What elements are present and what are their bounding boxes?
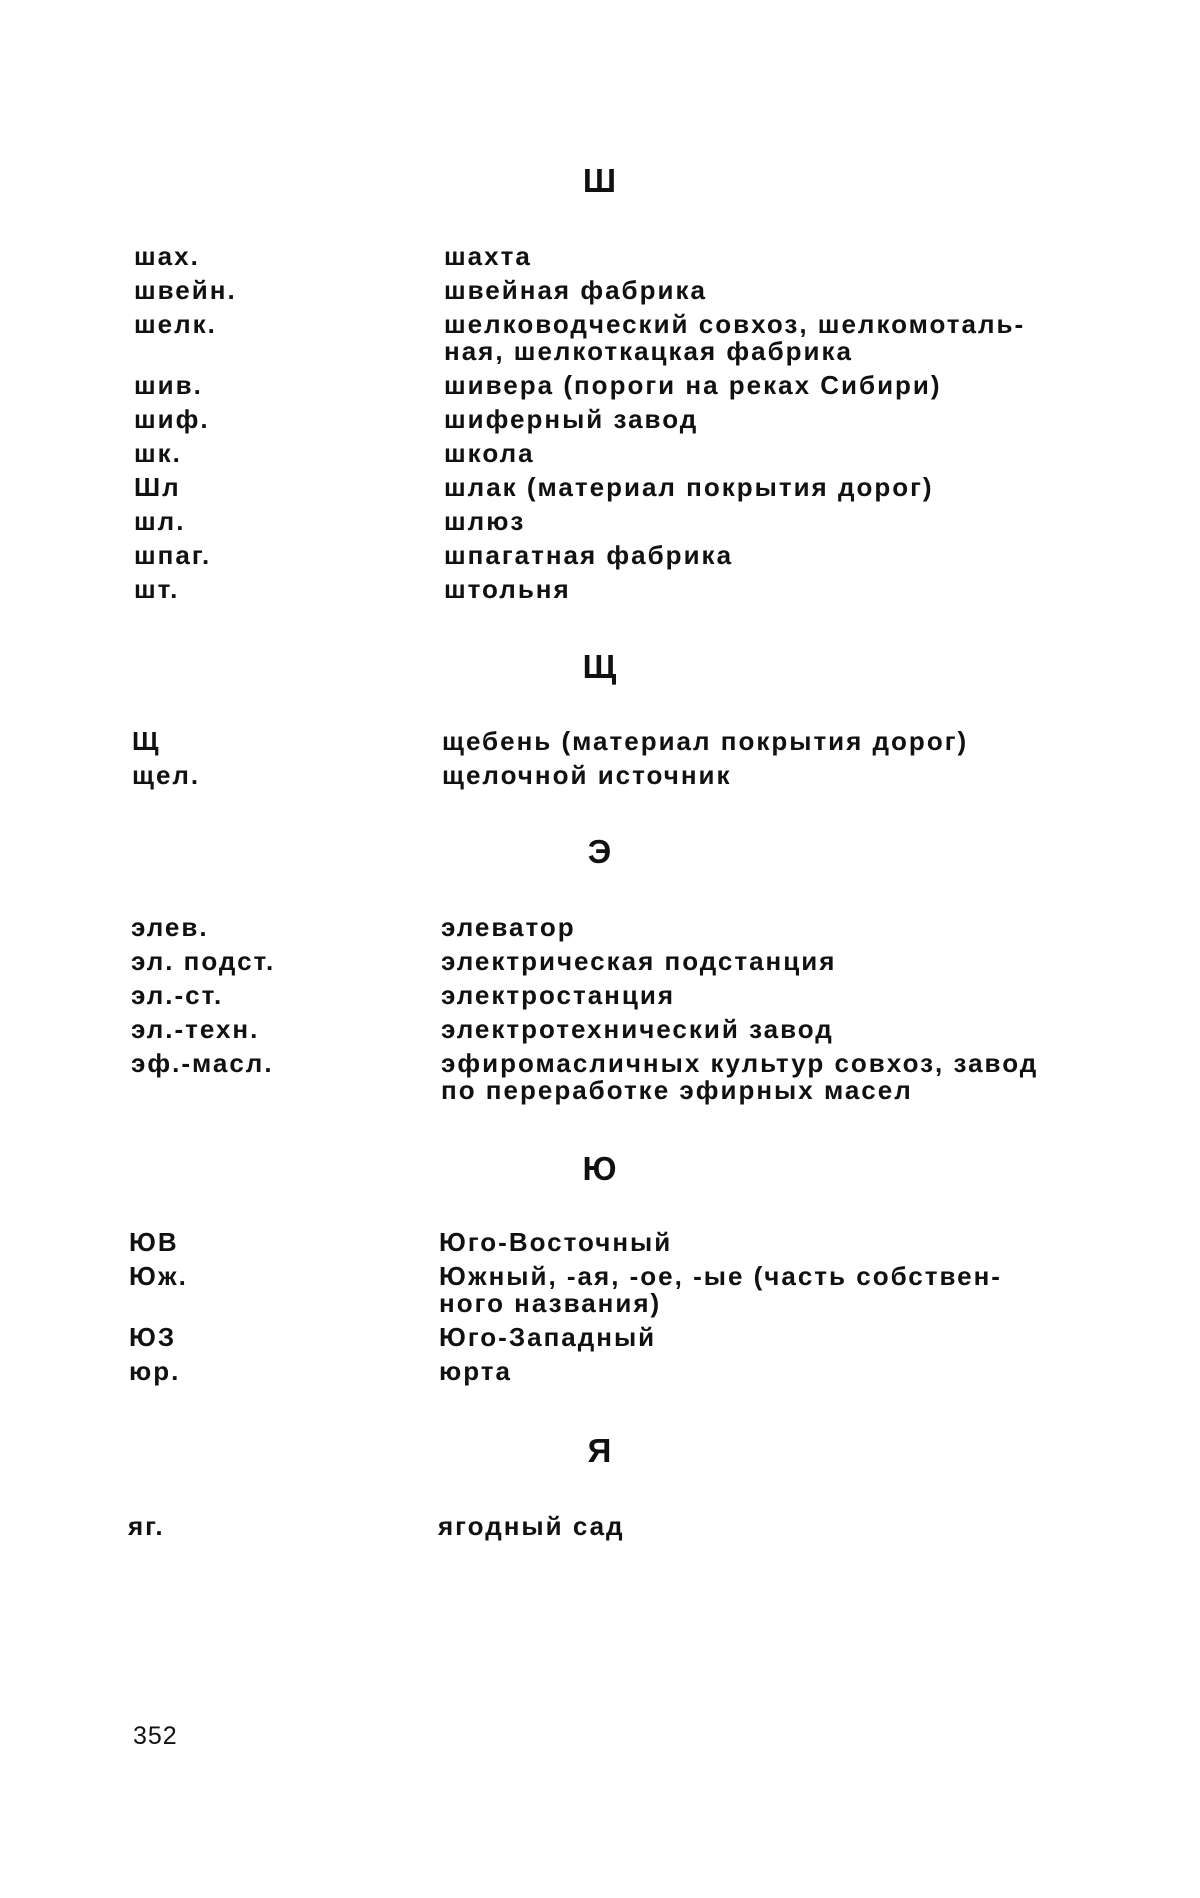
entry-abbreviation: эл.-техн. xyxy=(131,1014,260,1044)
entry-row xyxy=(129,1324,1200,1351)
entry-row xyxy=(128,1513,1200,1540)
section-entries-yu xyxy=(129,1229,1200,1392)
page-number: 352 xyxy=(133,1722,178,1750)
entry-abbreviation: шив. xyxy=(134,370,203,400)
entry-row xyxy=(132,762,1200,789)
entry-row xyxy=(129,1229,1200,1256)
entry-abbreviation: шиф. xyxy=(134,404,210,434)
entry-row xyxy=(134,508,1200,535)
entry-row xyxy=(134,542,1200,569)
entry-row xyxy=(131,1050,1200,1104)
entry-meaning: щебень (материал покрытия дорог) xyxy=(442,726,969,756)
entry-row xyxy=(131,948,1200,975)
entry-row xyxy=(134,277,1200,304)
entry-meaning: шлюз xyxy=(444,506,526,536)
entry-abbreviation: эл.-ст. xyxy=(131,980,224,1010)
entry-abbreviation: элев. xyxy=(131,912,209,942)
entry-meaning: шивера (пороги на реках Сибири) xyxy=(444,370,942,400)
entry-meaning: Южный, -ая, -ое, -ые (часть собствен- ного названия) xyxy=(439,1261,1002,1318)
entry-row xyxy=(134,474,1200,501)
entry-row xyxy=(134,311,1200,365)
entry-abbreviation: яг. xyxy=(128,1511,165,1541)
section-letter-yu: Ю xyxy=(582,1150,618,1187)
entry-abbreviation: ЮЗ xyxy=(129,1322,177,1352)
entry-row xyxy=(131,1016,1200,1043)
entry-abbreviation: юр. xyxy=(129,1356,181,1386)
entry-meaning: щелочной источник xyxy=(442,760,732,790)
section-entries-sh xyxy=(134,243,1200,610)
entry-meaning: шиферный завод xyxy=(444,404,699,434)
entry-meaning: электростанция xyxy=(441,980,676,1010)
entry-abbreviation: Юж. xyxy=(129,1261,188,1291)
entry-row xyxy=(131,982,1200,1009)
entry-meaning: швейная фабрика xyxy=(444,275,707,305)
entry-meaning: электротехнический завод xyxy=(441,1014,834,1044)
entry-abbreviation: эл. подст. xyxy=(131,946,276,976)
entry-meaning: электрическая подстанция xyxy=(441,946,837,976)
entry-abbreviation: Щ xyxy=(132,726,161,756)
entry-abbreviation: швейн. xyxy=(134,275,237,305)
entry-abbreviation: ЮВ xyxy=(129,1227,179,1257)
entry-row xyxy=(132,728,1200,755)
entry-abbreviation: шах. xyxy=(134,241,200,271)
entry-meaning: Юго-Западный xyxy=(439,1322,657,1352)
section-letter-shch: Щ xyxy=(582,648,618,685)
entry-meaning: шлак (материал покрытия дорог) xyxy=(444,472,934,502)
entry-abbreviation: эф.-масл. xyxy=(131,1048,274,1078)
entry-row xyxy=(131,914,1200,941)
entry-row xyxy=(134,243,1200,270)
entry-abbreviation: шк. xyxy=(134,438,182,468)
entry-meaning: Юго-Восточный xyxy=(439,1227,673,1257)
entry-meaning: шахта xyxy=(444,241,532,271)
entry-abbreviation: щел. xyxy=(132,760,201,790)
entry-meaning: шелководческий совхоз, шелкомоталь- ная, шелкоткацкая фабрика xyxy=(444,309,1026,366)
entry-meaning: школа xyxy=(444,438,535,468)
entry-meaning: штольня xyxy=(444,574,571,604)
entry-abbreviation: шл. xyxy=(134,506,186,536)
entry-row xyxy=(129,1358,1200,1385)
section-entries-shch xyxy=(132,728,1200,796)
entry-abbreviation: шт. xyxy=(134,574,180,604)
entry-row xyxy=(134,372,1200,399)
entry-row xyxy=(134,576,1200,603)
entry-meaning: элеватор xyxy=(441,912,576,942)
entry-abbreviation: шелк. xyxy=(134,309,217,339)
section-letter-sh: Ш xyxy=(582,162,618,199)
section-entries-e xyxy=(131,914,1200,1111)
entry-meaning: эфиромасличных культур совхоз, завод по переработке эфирных масел xyxy=(441,1048,1039,1105)
section-letter-e: Э xyxy=(587,833,613,870)
section-letter-ya: Я xyxy=(587,1432,613,1469)
entry-abbreviation: Шл xyxy=(134,472,181,502)
entry-row xyxy=(134,440,1200,467)
entry-meaning: юрта xyxy=(439,1356,512,1386)
entry-row xyxy=(129,1263,1200,1317)
entry-meaning: шпагатная фабрика xyxy=(444,540,734,570)
entry-abbreviation: шпаг. xyxy=(134,540,212,570)
section-entries-ya xyxy=(128,1513,1200,1540)
entry-meaning: ягодный сад xyxy=(438,1511,625,1541)
entry-row xyxy=(134,406,1200,433)
